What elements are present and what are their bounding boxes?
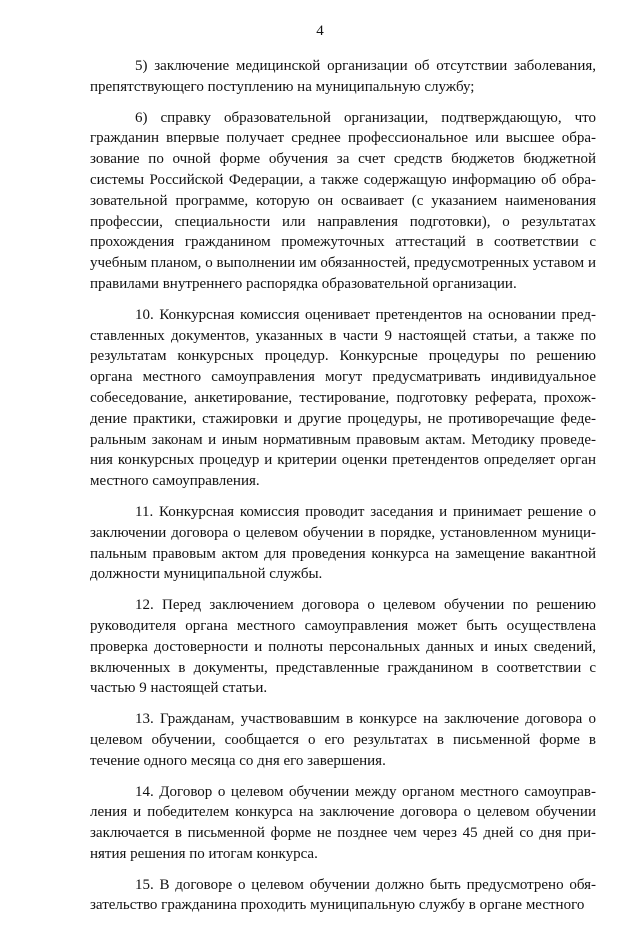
paragraph-item-5: 5) заключение медицинской организации об отсутствии заболевания, препятствующего поступлению на муниципальную службу; bbox=[90, 58, 596, 95]
paragraph-12: 12. Перед заключением договора о целевом обучении по решению руководителя органа местного самоуправления может быть осуществлена проверка достоверности и полноты персональных данных и иных сведений, включенных в документы, представленные гражданином в соответствии с частью 9 настоящей статьи. bbox=[90, 597, 596, 697]
paragraph-10: 10. Конкурсная комиссия оценивает претендентов на основании представленных документов, указанных в части 9 настоящей статьи, а также по результатам конкурсных процедур. Конкурсные процедуры по решению органа местного самоуправления могут предусматривать индивидуальное собеседование, анкетирование, тестирование, подготовку реферата, прохождение практики, стажировки и другие процедуры, не противоречащие федеральным законам и иным нормативным правовым актам. Методику проведения конкурсных процедур и критерии оценки претендентов определяет орган местного самоуправления. bbox=[90, 306, 596, 490]
paragraph-11: 11. Конкурсная комиссия проводит заседания и принимает решение о заключении договора о целевом обучении в порядке, установленном муниципальным правовым актом для проведения конкурса на замещение вакантной должности муниципальной службы. bbox=[90, 503, 596, 583]
paragraph-13: 13. Гражданам, участвовавшим в конкурсе на заключение договора о целевом обучении, сообщается о его результатах в письменной форме в течение одного месяца со дня его завершения. bbox=[90, 711, 596, 769]
paragraph-item-6: 6) справку образовательной организации, подтверждающую, что гражданин впервые получает среднее профессиональное или высшее образование по очной форме обучения за счет средств бюджетов бюджетной системы Российской Федерации, а также содержащую информацию об образовательной программе, которую он осваивает (с указанием наименования профессии, специальности или направления подготовки), о результатах прохождения гражданином промежуточных аттестаций в соответствии с учебным планом, о выполнении им обязанностей, предусмотренных уставом и правилами внутреннего распорядка образовательной организации. bbox=[90, 109, 596, 292]
page-number: 4 bbox=[316, 23, 324, 39]
paragraph-15: 15. В договоре о целевом обучении должно быть предусмотрено обязательство гражданина проходить муниципальную службу в органе местного bbox=[90, 876, 596, 914]
document-body bbox=[90, 56, 596, 926]
paragraph-14: 14. Договор о целевом обучении между органом местного самоуправления и победителем конкурса на заключение договора о целевом обучении заключается в письменной форме не позднее чем через 45 дней со дня принятия решения по итогам конкурса. bbox=[90, 783, 596, 862]
